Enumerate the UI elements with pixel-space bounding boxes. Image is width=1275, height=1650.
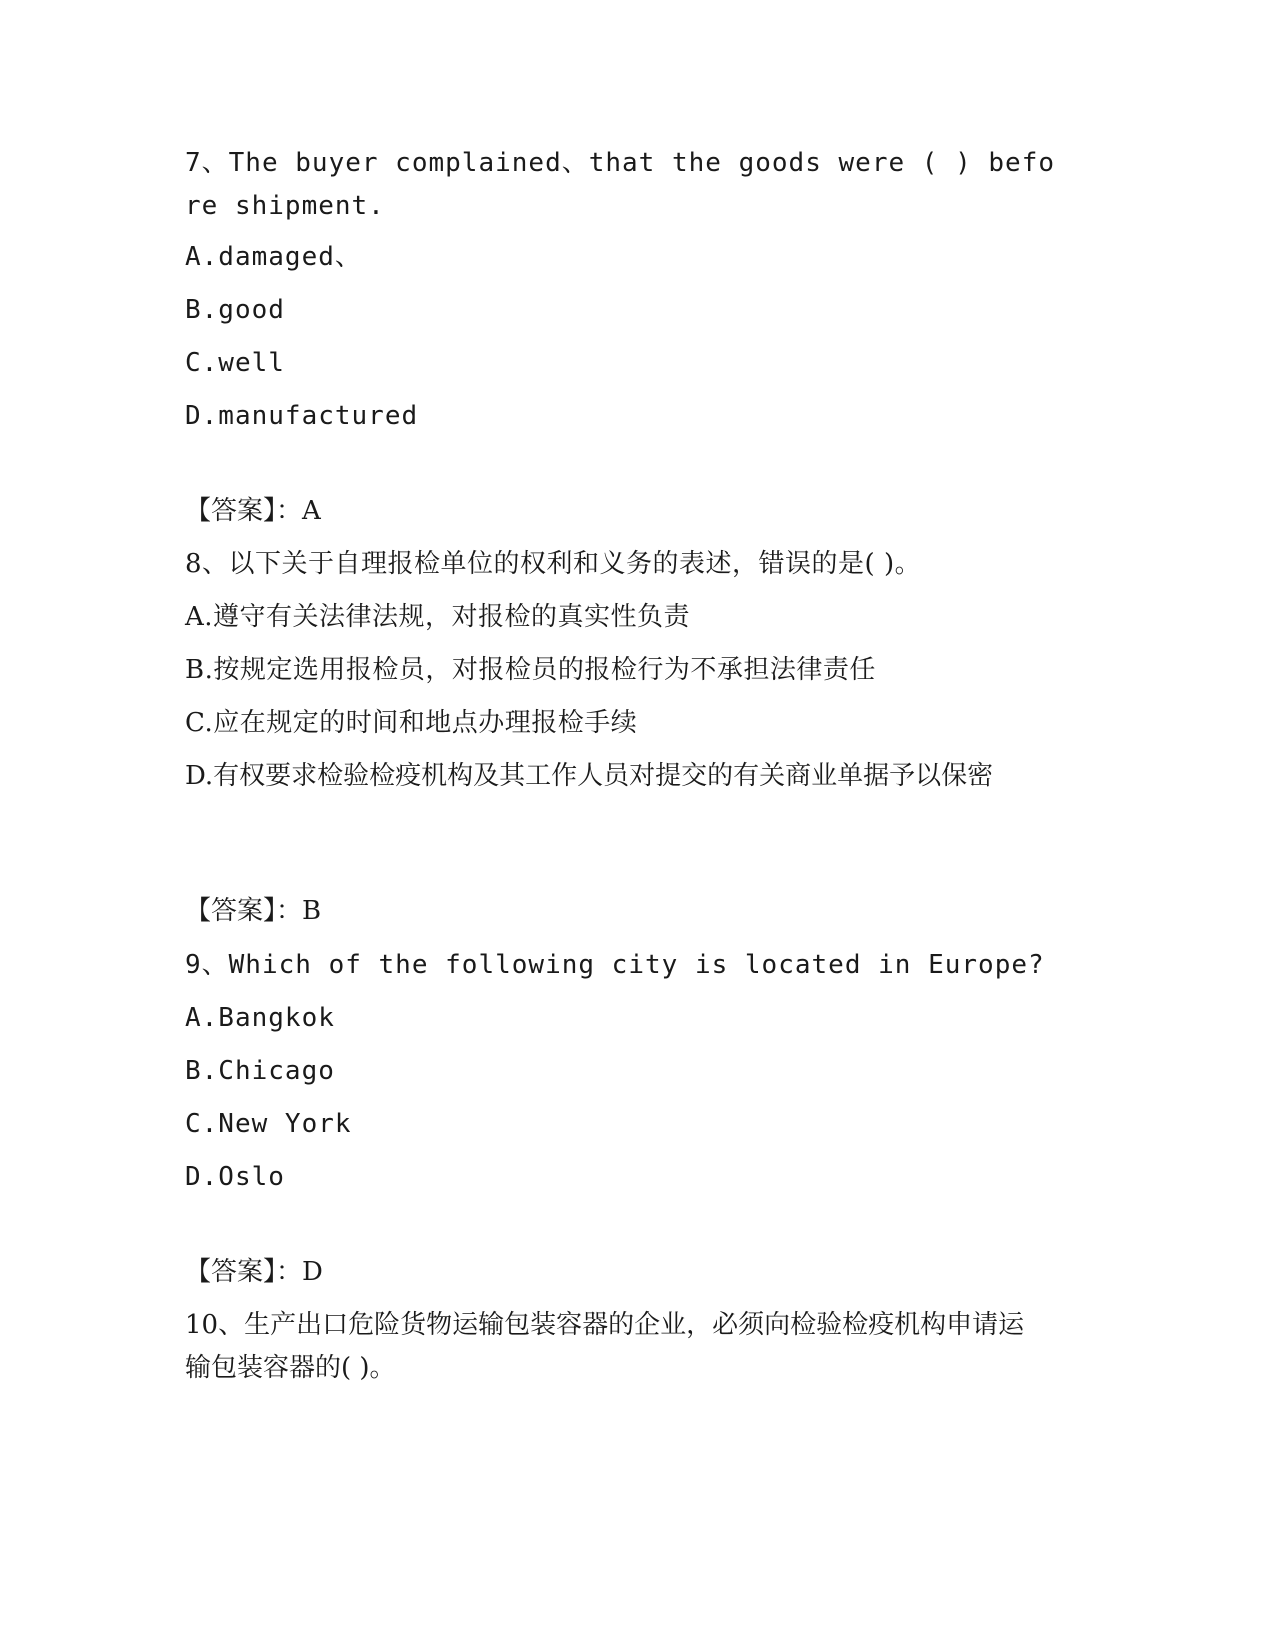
question-9-option-b: B.Chicago [185,1056,335,1086]
question-7-option-a: A.damaged、 [185,242,362,272]
question-8-option-d: D.有权要求检验检疫机构及其工作人员对提交的有关商业单据予以保密 [185,761,994,791]
question-7-option-d: D.manufactured [185,401,419,431]
question-9-stem: 9、Which of the following city is located in Europe? [185,950,1045,980]
question-9-option-d: D.Oslo [185,1162,285,1192]
question-8-option-a: A.遵守有关法律法规，对报检的真实性负责 [185,602,691,632]
question-9-option-a: A.Bangkok [185,1003,335,1033]
question-10-stem: 10、生产出口危险货物运输包装容器的企业，必须向检验检疫机构申请运输包装容器的( )。 [185,1310,1025,1383]
question-8-answer: 【答案】：B [185,896,322,926]
question-8-option-c: C.应在规定的时间和地点办理报检手续 [185,708,638,738]
question-9-answer: 【答案】：D [185,1257,323,1287]
question-7-stem: 7、The buyer complained、that the goods were ( ) before shipment. [185,148,1056,221]
question-9-option-c: C.New York [185,1109,352,1139]
question-7-answer: 【答案】：A [185,496,321,526]
question-7-option-b: B.good [185,295,285,325]
question-7-option-c: C.well [185,348,285,378]
question-8-option-b: B.按规定选用报检员，对报检员的报检行为不承担法律责任 [185,655,876,685]
question-8-stem: 8、以下关于自理报检单位的权利和义务的表述，错误的是( )。 [185,549,922,579]
